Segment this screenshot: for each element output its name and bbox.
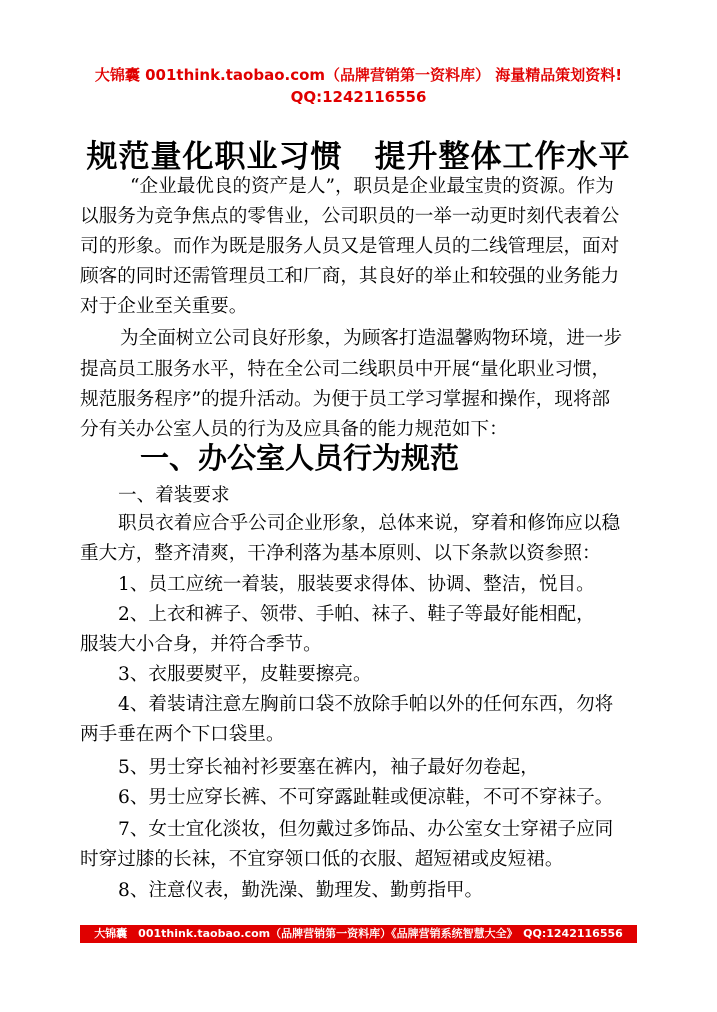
list-item: 3、衣服要熨平，皮鞋要擦亮。	[118, 664, 372, 685]
list-item: 5、男士穿长袖衬衫要塞在裤内，袖子最好勿卷起，	[118, 757, 539, 778]
paragraph-line: 提高员工服务水平，特在全公司二线职员中开展“量化职业习惯，	[80, 359, 611, 380]
list-item: 2、上衣和裤子、领带、手帕、袜子、鞋子等最好能相配，	[118, 604, 595, 625]
paragraph-line: 对于企业至关重要。	[80, 296, 248, 317]
list-item-continuation: 服装大小合身，并符合季节。	[80, 634, 322, 655]
paragraph-line: 顾客的同时还需管理员工和厂商，其良好的举止和较强的业务能力	[80, 266, 620, 287]
list-item-continuation: 两手垂在两个下口袋里。	[80, 724, 285, 745]
paragraph-line: “企业最优良的资产是人”，职员是企业最宝贵的资源。作为	[130, 176, 614, 197]
list-item: 6、男士应穿长裤、不可穿露趾鞋或便凉鞋，不可不穿袜子。	[118, 787, 614, 808]
paragraph-line: 规范服务程序”的提升活动。为便于员工学习掌握和操作，现将部	[80, 389, 611, 410]
list-item: 8、注意仪表，勤洗澡、勤理发、勤剪指甲。	[118, 880, 484, 901]
paragraph-line: 为全面树立公司良好形象，为顾客打造温馨购物环境，进一步	[120, 328, 623, 349]
paragraph-line: 以服务为竞争焦点的零售业，公司职员的一举一动更时刻代表着公	[80, 206, 620, 227]
paragraph-line: 重大方，整齐清爽，干净利落为基本原则、以下条款以资参照：	[80, 543, 601, 564]
footer-banner: 大锦囊 001think.taobao.com（品牌营销第一资料库）《品牌营销系统智慧大全》 QQ:1242116556	[80, 925, 637, 943]
header-qq-text: QQ:1242116556	[290, 88, 427, 106]
section-heading: 一、办公室人员行为规范	[140, 441, 460, 475]
list-item: 4、着装请注意左胸前口袋不放除手帕以外的任何东西，勿将	[118, 694, 614, 715]
header-banner-text: 大锦囊 001think.taobao.com（品牌营销第一资料库） 海量精品策划资料!	[94, 66, 623, 84]
list-item: 7、女士宜化淡妆，但勿戴过多饰品、办公室女士穿裙子应同	[118, 819, 614, 840]
subsection-heading: 一、着装要求	[118, 485, 230, 506]
list-item-continuation: 时穿过膝的长袜，不宜穿领口低的衣服、超短裙或皮短裙。	[80, 849, 564, 870]
paragraph-line: 分有关办公室人员的行为及应具备的能力规范如下：	[80, 419, 508, 440]
paragraph-line: 司的形象。而作为既是服务人员又是管理人员的二线管理层，面对	[80, 236, 620, 257]
paragraph-line: 职员衣着应合乎公司企业形象，总体来说，穿着和修饰应以稳	[118, 513, 621, 534]
list-item: 1、员工应统一着装，服装要求得体、协调、整洁，悦目。	[118, 574, 595, 595]
document-title: 规范量化职业习惯 提升整体工作水平	[86, 139, 631, 175]
